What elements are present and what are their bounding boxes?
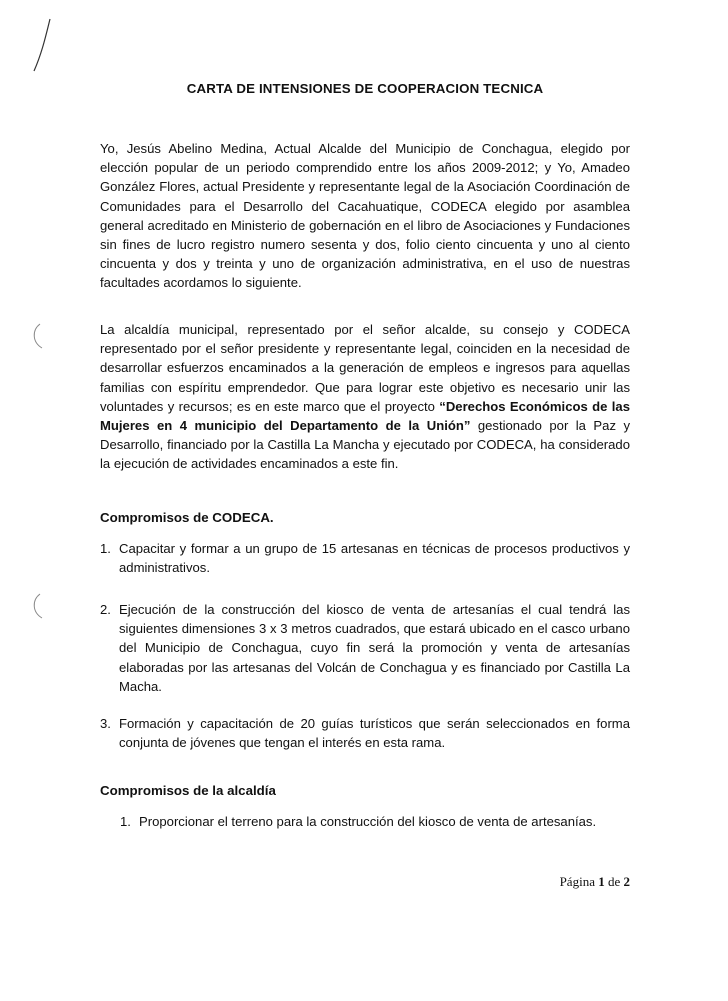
page-label: Página [559, 874, 595, 889]
list-item [100, 539, 630, 577]
context-paragraph [100, 320, 630, 474]
list-item-number: 2. [100, 602, 111, 617]
context-text-after: gestionado por la Paz y Desarrollo, financiado por la Castilla La Mancha y ejecutado por CODECA, ha considerado la ejecución de actividades encaminados a este fin. [100, 418, 631, 472]
list-item-text: Formación y capacitación de 20 guías turísticos que serán seleccionados en forma conjunta de jóvenes que tengan el interés en esta rama. [119, 716, 630, 751]
pen-stroke-mark [28, 15, 58, 75]
punch-hole-mark-top [26, 322, 46, 352]
list-item-number: 1. [100, 541, 111, 556]
intro-paragraph: Yo, Jesús Abelino Medina, Actual Alcalde del Municipio de Conchagua, elegido por elección popular de un periodo comprendido entre los años 2009-2012; y Yo, Amadeo González Flores, actual Presidente y representante legal de la Asociación Coordinación de Comunidades para el Desarrollo del Cacahuatique, CODECA elegido por asamblea general acreditado en Ministerio de gobernación en el libro de Asociaciones y Fundaciones sin fines de lucro registro numero sesenta y dos, folio ciento cincuenta y uno al ciento cincuenta y dos y treinta y uno de organización administrativa, en el uso de nuestras facultades acordamos lo siguiente. [100, 141, 630, 291]
list-item-number: 3. [100, 716, 111, 731]
document-title: CARTA DE INTENSIONES DE COOPERACION TECNICA [186, 81, 544, 96]
page-of: de [607, 874, 621, 889]
page-number [560, 874, 630, 890]
list-item-text: Capacitar y formar a un grupo de 15 artesanas en técnicas de procesos productivos y administrativos. [119, 541, 630, 576]
list-item-text: Proporcionar el terreno para la construcción del kiosco de venta de artesanías. [139, 814, 597, 829]
codeca-commitments-heading: Compromisos de CODECA. [100, 510, 274, 525]
total-pages: 2 [623, 874, 630, 889]
list-item-text: Ejecución de la construcción del kiosco de venta de artesanías el cual tendrá las siguientes dimensiones 3 x 3 metros cuadrados, que estará ubicado en el casco urbano del Municipio de Conchagua, cuyo fin será la promoción y venta de artesanías elaboradas por las artesanas del Volcán de Conchagua y es financiado por Castilla La Macha. [119, 602, 630, 694]
list-item [120, 812, 630, 831]
current-page: 1 [598, 874, 605, 889]
list-item [100, 600, 630, 696]
context-text-before: La alcaldía municipal, representado por el señor alcalde, su consejo y CODECA representado por el señor presidente y representante legal, coinciden en la necesidad de desarrollar esfuerzos encaminados a la generación de empleos e ingresos para aquellas familias con espíritu emprendedor. Que para lograr este objetivo es necesario unir las voluntades y recursos; es en este marco que el proyecto [100, 322, 630, 414]
list-item-number: 1. [120, 814, 131, 829]
alcaldia-commitments-heading: Compromisos de la alcaldía [100, 783, 276, 798]
project-name: “Derechos Económicos de las Mujeres en 4 municipio del Departamento de la Unión” [100, 398, 630, 434]
punch-hole-mark-bottom [26, 592, 46, 622]
list-item [100, 714, 630, 752]
